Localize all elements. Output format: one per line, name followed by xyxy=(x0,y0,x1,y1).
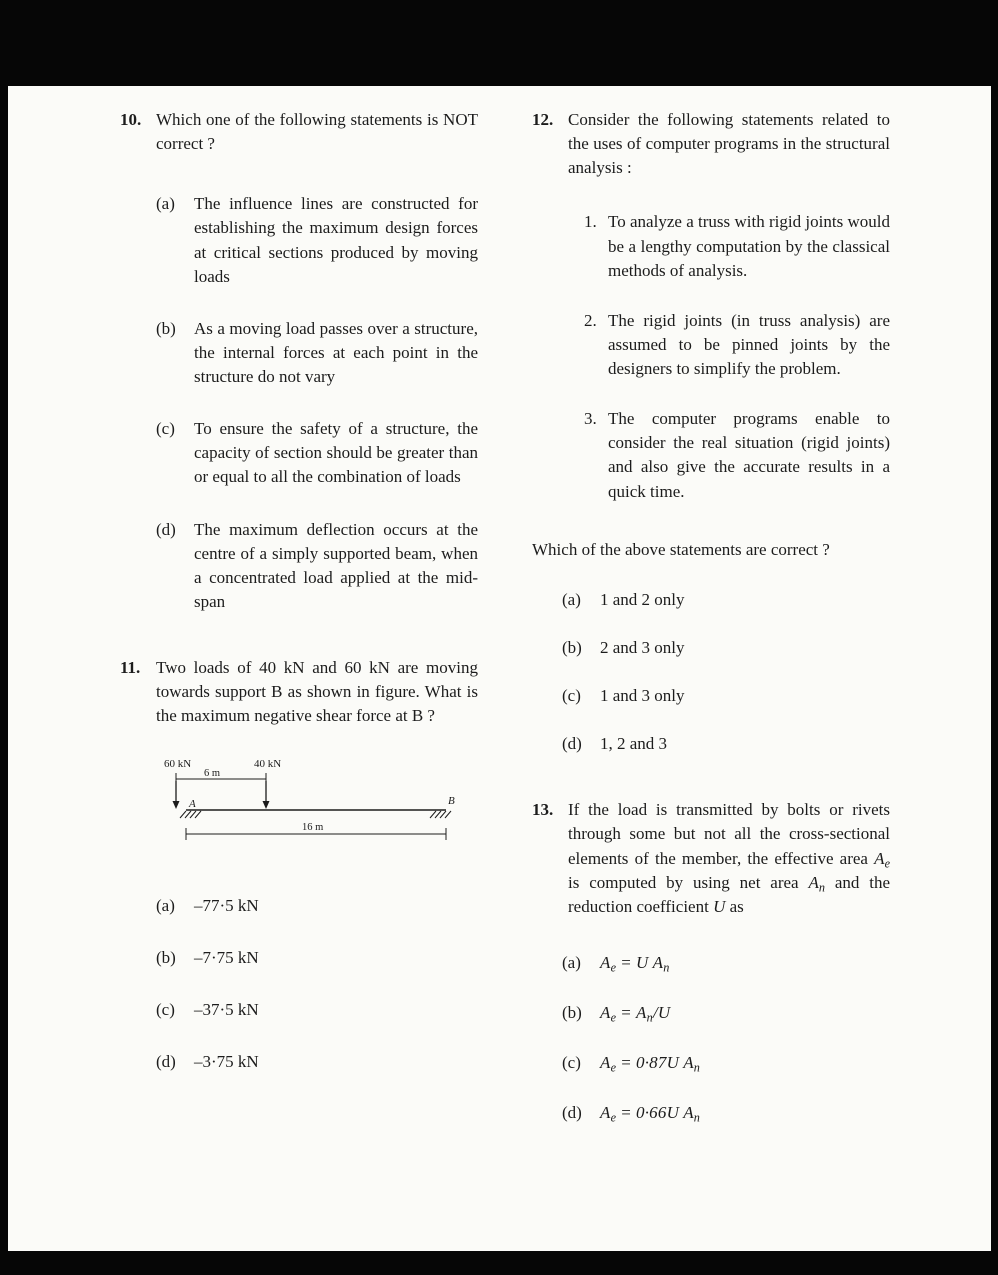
option-label: (d) xyxy=(562,734,582,754)
q10-option-c xyxy=(156,417,478,489)
option-label: (d) xyxy=(156,1051,176,1071)
statement-number: 2. xyxy=(584,310,597,330)
q11-option-c xyxy=(156,998,478,1022)
q11-option-a xyxy=(156,894,478,918)
right-column xyxy=(532,108,890,1125)
load-right-label: 40 kN xyxy=(254,758,282,771)
option-label: (c) xyxy=(156,419,175,439)
question-11 xyxy=(120,656,478,728)
question-13 xyxy=(532,798,890,919)
q12-option-a xyxy=(562,588,890,612)
question-text: Consider the following statements related to the uses of computer programs in the structural analysis : xyxy=(568,110,890,178)
q12-prompt: Which of the above statements are correct ? xyxy=(532,539,830,559)
statement-number: 1. xyxy=(584,212,597,232)
q12-statement-2 xyxy=(584,309,890,381)
option-formula: $A_e = U$ $A_n$ xyxy=(600,952,670,975)
q12-statement-1 xyxy=(584,210,890,282)
option-formula: $A_e = A_n/U$ xyxy=(600,1003,671,1025)
q13-option-c xyxy=(562,1051,890,1075)
question-number: 13. xyxy=(532,800,554,820)
statement-text: The computer programs enable to consider the real situation (rigid joints) and also give the accurate results in a quick time. xyxy=(608,409,890,501)
q10-option-b xyxy=(156,317,478,389)
option-text: –77·5 kN xyxy=(194,895,259,915)
option-text: The maximum deflection occurs at the centre of a simply supported beam, when a concentrated load applied at the mid-span xyxy=(194,519,478,611)
option-text: 2 and 3 only xyxy=(600,637,685,657)
statement-text: The rigid joints (in truss analysis) are assumed to be pinned joints by the designers to simplify the problem. xyxy=(608,310,890,378)
option-text: As a moving load passes over a structure, the internal forces at each point in the structure do not vary xyxy=(194,318,478,386)
support-a-label: A xyxy=(189,798,196,811)
option-formula: $A_e = 0\cdot 66U$ $A_n$ xyxy=(600,1103,701,1125)
option-text: –37·5 kN xyxy=(194,999,259,1019)
option-text: 1 and 3 only xyxy=(600,686,685,705)
question-text: If the load is transmitted by bolts or rivets through some but not all the cross-sectional elements of the member, the effective area $A_e$ is computed by using net area $A_n$ and the reduction coefficient U as xyxy=(568,800,890,916)
option-text: To ensure the safety of a structure, the capacity of section should be greater than or equal to all the combination of loads xyxy=(194,419,478,487)
support-a-hatch xyxy=(180,811,201,818)
beam-figure xyxy=(162,754,478,859)
q13-option-b xyxy=(562,1001,890,1025)
option-label: (d) xyxy=(156,519,176,539)
q11-option-d xyxy=(156,1050,478,1074)
statement-number: 3. xyxy=(584,409,597,429)
option-text: The influence lines are constructed for establishing the maximum design forces at critical sections produced by moving loads xyxy=(194,194,478,286)
q13-option-d xyxy=(562,1101,890,1125)
option-label: (b) xyxy=(562,1003,582,1022)
option-text: 1, 2 and 3 xyxy=(600,734,668,754)
load-right-arrow-head xyxy=(263,801,270,809)
beam-diagram-svg xyxy=(162,754,462,852)
dim-6m-label: 6 m xyxy=(204,768,221,780)
q10-option-d xyxy=(156,518,478,615)
option-label: (d) xyxy=(562,1103,582,1123)
option-label: (c) xyxy=(562,1053,581,1073)
q11-option-b xyxy=(156,946,478,970)
option-formula: $A_e = 0\cdot 87U$ $A_n$ xyxy=(600,1053,701,1075)
option-label: (c) xyxy=(156,999,175,1019)
left-column xyxy=(120,108,478,1125)
option-label: (a) xyxy=(156,895,175,915)
option-label: (b) xyxy=(156,318,176,338)
statement-text: To analyze a truss with rigid joints would be a lengthy computation by the classical methods of analysis. xyxy=(608,212,890,280)
question-text: Which one of the following statements is NOT correct ? xyxy=(156,110,478,154)
q12-option-c xyxy=(562,684,890,708)
q13-option-a xyxy=(562,951,890,975)
support-b-hatch xyxy=(430,811,451,818)
q12-statement-3 xyxy=(584,407,890,504)
option-text: –3·75 kN xyxy=(194,1051,259,1071)
question-number: 10. xyxy=(120,110,142,129)
option-label: (a) xyxy=(156,194,175,214)
two-column-content xyxy=(8,86,991,1125)
q12-option-b xyxy=(562,636,890,660)
option-label: (a) xyxy=(562,952,581,972)
load-left-label: 60 kN xyxy=(164,758,192,771)
question-number: 11. xyxy=(120,658,141,677)
support-b-label: B xyxy=(448,795,455,808)
q12-option-d xyxy=(562,732,890,756)
question-number: 12. xyxy=(532,110,554,129)
dim-16m-label: 16 m xyxy=(302,822,324,834)
option-text: 1 and 2 only xyxy=(600,589,685,609)
option-label: (a) xyxy=(562,589,581,609)
option-label: (b) xyxy=(562,637,582,657)
option-label: (c) xyxy=(562,686,581,705)
question-text: Two loads of 40 kN and 60 kN are moving towards support B as shown in figure. What is the maximum negative shear force at B ? xyxy=(156,658,478,726)
question-12 xyxy=(532,108,890,180)
option-text: –7·75 kN xyxy=(194,947,259,967)
question-10 xyxy=(120,108,478,156)
option-label: (b) xyxy=(156,947,176,967)
load-left-arrow-head xyxy=(173,801,180,809)
q10-option-a xyxy=(156,192,478,289)
paper-page xyxy=(8,86,991,1251)
